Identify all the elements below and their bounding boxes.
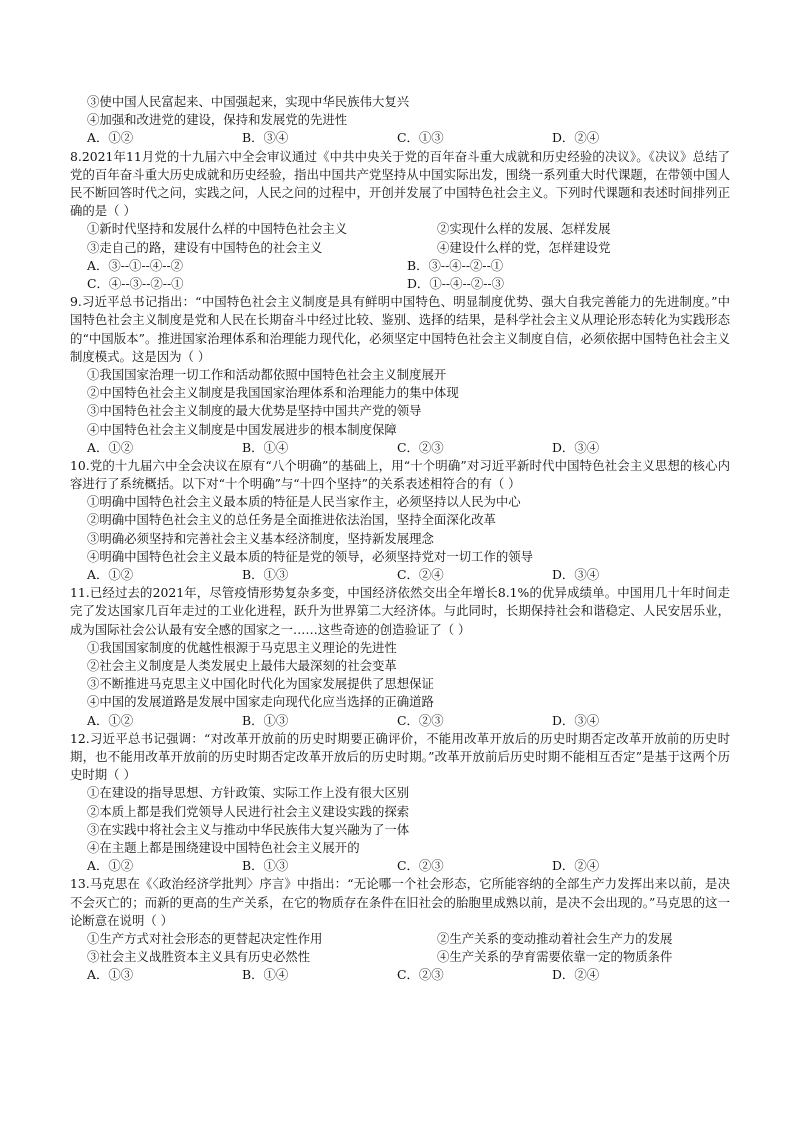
q10-option-a[interactable]: A．①② xyxy=(87,567,134,583)
q11-option-d[interactable]: D．③④ xyxy=(552,712,600,728)
q9-item-1: ①我国国家治理一切工作和活动都依照中国特色社会主义制度展开 xyxy=(87,366,447,382)
q12-item-1: ①在建设的指导思想、方针政策、实际工作上没有很大区别 xyxy=(87,785,410,801)
q12-option-d[interactable]: D．②④ xyxy=(552,858,600,874)
q10-item-1: ①明确中国特色社会主义最本质的特征是人民当家作主，必须坚持以人民为中心 xyxy=(87,494,521,510)
q7-options xyxy=(70,129,730,147)
q13-item-2: ②生产关系的变动推动着社会生产力的发展 xyxy=(437,930,673,946)
q10-item-3: ③明确必须坚持和完善社会主义基本经济制度，坚持新发展理念 xyxy=(87,530,434,546)
q9-stem: 9.习近平总书记指出：“中国特色社会主义制度是具有鲜明中国特色、明显制度优势、强大自我完善能力的先进制度。”中国特色社会主义制度是党和人民在长期奋斗中经过比较、鉴别、选择的结果，是科学社会主义从理论形态转化为实践形态的“中国版本”。推进国家治理体系和治理能力现代化，必须坚定中国特色社会主义制度自信，必须依据中国特色社会主义制度模式。这是因为（ ） xyxy=(70,294,730,364)
q9-option-b[interactable]: B．①④ xyxy=(242,439,289,455)
q8-stem: 8.2021年11月党的十九届六中全会审议通过《中共中央关于党的百年奋斗重大成就和历史经验的决议》。《决议》总结了党的百年奋斗重大历史成就和历史经验，指出中国共产党坚持从中国实际出发，围绕一系列重大时代课题，在带领中国人民不断回答时代之问，实践之问，人民之问的过程中，开创并发展了中国特色社会主义。下列时代课题和表述时间排列正确的是（ ） xyxy=(70,148,730,219)
q13-item-1: ①生产方式对社会形态的更替起决定性作用 xyxy=(87,930,323,946)
q11-option-b[interactable]: B．①③ xyxy=(242,712,289,728)
q8-option-b[interactable]: B．③--④--②--① xyxy=(407,257,504,273)
q7-option-a[interactable]: A．①② xyxy=(87,130,134,146)
q11-option-c[interactable]: C．②③ xyxy=(397,712,444,728)
q11-item-3: ③不断推进马克思主义中国化时代化为国家发展提供了思想保证 xyxy=(87,676,434,692)
q7-item-3: ③使中国人民富起来、中国强起来，实现中华民族伟大复兴 xyxy=(87,94,410,109)
q8-item-2: ②实现什么样的发展、怎样发展 xyxy=(437,221,611,237)
q10-option-b[interactable]: B．①③ xyxy=(242,567,289,583)
q11-options xyxy=(70,712,730,730)
q13-items-row2 xyxy=(70,948,730,966)
q11-item-2: ②社会主义制度是人类发展史上最伟大最深刻的社会变革 xyxy=(87,658,397,674)
q8-items-row1 xyxy=(70,220,730,238)
q7-option-d[interactable]: D．②④ xyxy=(552,130,600,146)
q12-options xyxy=(70,857,730,875)
q7-item-4: ④加强和改进党的建设，保持和发展党的先进性 xyxy=(87,112,348,128)
q13-items-row1 xyxy=(70,930,730,948)
q12-option-b[interactable]: B．①③ xyxy=(242,858,289,874)
exam-page xyxy=(70,93,730,984)
q9-option-a[interactable]: A．①② xyxy=(87,439,134,455)
q9-item-4: ④中国特色社会主义制度是中国发展进步的根本制度保障 xyxy=(87,421,397,437)
q10-item-4: ④明确中国特色社会主义最本质的特征是党的领导，必须坚持党对一切工作的领导 xyxy=(87,548,534,564)
q13-item-4: ④生产关系的孕育需要依靠一定的物质条件 xyxy=(437,949,673,965)
q10-item-2: ②明确中国特色社会主义的总任务是全面推进依法治国，坚持全面深化改革 xyxy=(87,512,496,528)
q10-options xyxy=(70,566,730,584)
q13-item-3: ③社会主义战胜资本主义具有历史必然性 xyxy=(87,949,311,965)
q8-option-c[interactable]: C．④--③--②--① xyxy=(87,275,184,291)
q12-option-a[interactable]: A．①② xyxy=(87,858,134,874)
q13-option-b[interactable]: B．①④ xyxy=(242,967,289,983)
q12-item-3: ③在实践中将社会主义与推动中华民族伟大复兴融为了一体 xyxy=(87,821,410,837)
q8-option-d[interactable]: D．①--④--②--③ xyxy=(407,275,505,291)
q8-item-3: ③走自己的路，建设有中国特色的社会主义 xyxy=(87,239,323,255)
q7-option-c[interactable]: C．①③ xyxy=(397,130,444,146)
q11-option-a[interactable]: A．①② xyxy=(87,712,134,728)
q7-option-b[interactable]: B．③④ xyxy=(242,130,289,146)
q13-option-a[interactable]: A．①③ xyxy=(87,967,134,983)
q11-item-1: ①我国国家制度的优越性根源于马克思主义理论的先进性 xyxy=(87,639,397,655)
q9-item-3: ③中国特色社会主义制度的最大优势是坚持中国共产党的领导 xyxy=(87,403,422,419)
q13-option-d[interactable]: D．②④ xyxy=(552,967,600,983)
q10-option-c[interactable]: C．②④ xyxy=(397,567,444,583)
q10-option-d[interactable]: D．③④ xyxy=(552,567,600,583)
q13-options xyxy=(70,966,730,984)
q11-stem: 11.已经过去的2021年，尽管疫情形势复杂多变，中国经济依然交出全年增长8.1%的优异成绩单。中国用几十年时间走完了发达国家几百年走过的工业化进程，跃升为世界第二大经济体。与此同时，长期保持社会和谐稳定、人民安居乐业，成为国际社会公认最有安全感的国家之一……这些奇迹的创造验证了（ ） xyxy=(70,585,730,637)
q9-option-d[interactable]: D．③④ xyxy=(552,439,600,455)
q12-option-c[interactable]: C．②③ xyxy=(397,858,444,874)
q8-options-row1 xyxy=(70,257,730,275)
q8-option-a[interactable]: A．③--①--④--② xyxy=(87,257,184,273)
q12-item-2: ②本质上都是我们党领导人民进行社会主义建设实践的探索 xyxy=(87,803,410,819)
q12-stem: 12.习近平总书记强调：“对改革开放前的历史时期要正确评价，不能用改革开放后的历史时期否定改革开放前的历史时期，也不能用改革开放前的历史时期否定改革开放后的历史时期。”改革开放前后历史时期不能相互否定”是基于这两个历史时期（ ） xyxy=(70,730,730,783)
q9-option-c[interactable]: C．②③ xyxy=(397,439,444,455)
q8-options-row2 xyxy=(70,275,730,293)
q8-item-1: ①新时代坚持和发展什么样的中国特色社会主义 xyxy=(87,221,348,237)
q13-stem: 13.马克思在《〈政治经济学批判〉序言》中指出：“无论哪一个社会形态，它所能容纳的全部生产力发挥出来以前，是决不会灭亡的；而新的更高的生产关系，在它的物质存在条件在旧社会的胎胞里成熟以前，是决不会出现的。”马克思的这一论断意在说明（ ） xyxy=(70,876,730,928)
q13-option-c[interactable]: C．②③ xyxy=(397,967,444,983)
q9-item-2: ②中国特色社会主义制度是我国国家治理体系和治理能力的集中体现 xyxy=(87,385,459,401)
q9-options xyxy=(70,439,730,457)
q11-item-4: ④中国的发展道路是发展中国家走向现代化应当选择的正确道路 xyxy=(87,694,434,710)
q8-item-4: ④建设什么样的党，怎样建设党 xyxy=(437,239,611,255)
q10-stem: 10.党的十九届六中全会决议在原有“八个明确”的基础上，用“十个明确”对习近平新时代中国特色社会主义思想的核心内容进行了系统概括。以下对“十个明确”与“十四个坚持”的关系表述相符合的有（ ） xyxy=(70,457,730,492)
q12-item-4: ④在主题上都是围绕建设中国特色社会主义展开的 xyxy=(87,839,360,855)
q8-items-row2 xyxy=(70,239,730,257)
